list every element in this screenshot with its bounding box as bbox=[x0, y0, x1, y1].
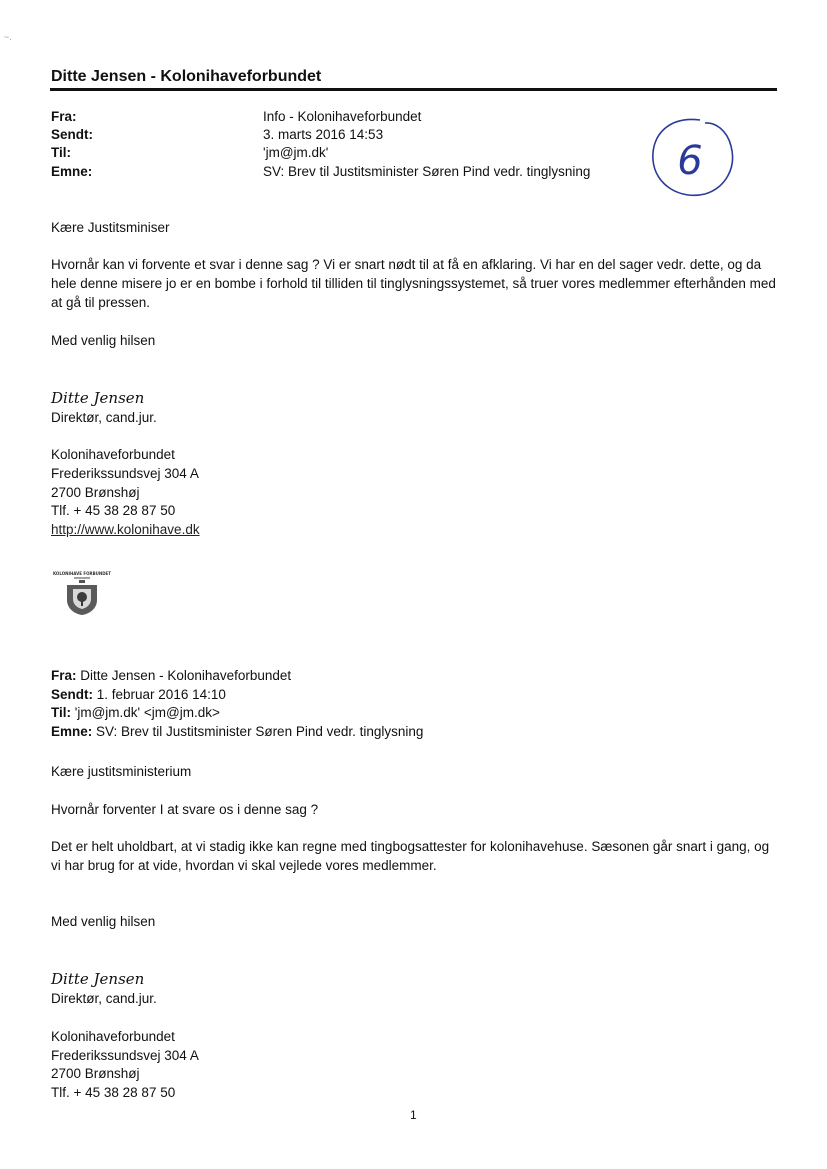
message1-greeting: Kære Justitsminiser bbox=[51, 220, 170, 235]
message1-body: Hvornår kan vi forvente et svar i denne sag ? Vi er snart nødt til at få en afklaring. Vi har en del sager vedr. dette, og da hele denne misere jo er en bombe i forhold til tilliden til tinglysningssystemet, så truer vores medlemmer efterhånden med at gå til pressen. bbox=[51, 257, 776, 310]
signature1-phone: Tlf. + 45 38 28 87 50 bbox=[51, 503, 176, 518]
header-subject-label: Emne: bbox=[51, 164, 93, 179]
message2-greeting: Kære justitsministerium bbox=[51, 764, 192, 779]
scan-artifact: ~. bbox=[4, 32, 12, 42]
kolonihaveforbundet-logo bbox=[53, 570, 111, 616]
title-divider bbox=[50, 88, 777, 91]
signature1-city: 2700 Brønshøj bbox=[51, 485, 140, 500]
quoted-subject-label: Emne: bbox=[51, 724, 93, 739]
quoted-from-line bbox=[51, 668, 291, 683]
quoted-sent-label: Sendt: bbox=[51, 687, 93, 702]
signature1-name: Ditte Jensen bbox=[51, 389, 145, 407]
signature1-street: Frederikssundsvej 304 A bbox=[51, 466, 199, 481]
signature2-name: Ditte Jensen bbox=[51, 970, 145, 988]
header-to-value: 'jm@jm.dk' bbox=[263, 145, 329, 160]
document-title: Ditte Jensen - Kolonihaveforbundet bbox=[51, 68, 322, 85]
website-link[interactable]: http://www.kolonihave.dk bbox=[51, 522, 200, 537]
quoted-to-value: 'jm@jm.dk' <jm@jm.dk> bbox=[74, 705, 220, 720]
signature2-street: Frederikssundsvej 304 A bbox=[51, 1048, 199, 1063]
header-sent-label: Sendt: bbox=[51, 127, 93, 142]
header-from-label: Fra: bbox=[51, 109, 77, 124]
logo-text: KOLONIHAVE FORBUNDET bbox=[53, 571, 111, 576]
signature1-org: Kolonihaveforbundet bbox=[51, 447, 175, 462]
signature2-phone: Tlf. + 45 38 28 87 50 bbox=[51, 1085, 176, 1100]
message2-body: Det er helt uholdbart, at vi stadig ikke kan regne med tingbogsattester for kolonihavehuse. Sæsonen går snart i gang, og vi har brug for at vide, hvordan vi skal vejlede vores medlemmer. bbox=[51, 839, 770, 873]
signature2-org: Kolonihaveforbundet bbox=[51, 1029, 175, 1044]
handwritten-number-text: 6 bbox=[677, 138, 703, 184]
message1-closing: Med venlig hilsen bbox=[51, 333, 156, 348]
quoted-subject-value: SV: Brev til Justitsminister Søren Pind vedr. tinglysning bbox=[96, 724, 424, 739]
signature1-role: Direktør, cand.jur. bbox=[51, 410, 157, 425]
header-sent-value: 3. marts 2016 14:53 bbox=[263, 127, 384, 142]
quoted-to-label: Til: bbox=[51, 705, 71, 720]
message2-question: Hvornår forventer I at svare os i denne sag ? bbox=[51, 802, 319, 817]
message2-closing: Med venlig hilsen bbox=[51, 914, 156, 929]
header-from-value: Info - Kolonihaveforbundet bbox=[263, 109, 422, 124]
page-number: 1 bbox=[410, 1108, 417, 1122]
quoted-to-line bbox=[51, 705, 220, 720]
handwritten-circled-number bbox=[645, 110, 740, 205]
quoted-from-label: Fra: bbox=[51, 668, 77, 683]
quoted-sent-line bbox=[51, 687, 226, 702]
signature2-city: 2700 Brønshøj bbox=[51, 1066, 140, 1081]
quoted-subject-line bbox=[51, 724, 423, 739]
quoted-from-value: Ditte Jensen - Kolonihaveforbundet bbox=[80, 668, 292, 683]
header-to-label: Til: bbox=[51, 145, 71, 160]
signature2-role: Direktør, cand.jur. bbox=[51, 991, 157, 1006]
quoted-sent-value: 1. februar 2016 14:10 bbox=[96, 687, 226, 702]
header-subject-value: SV: Brev til Justitsminister Søren Pind vedr. tinglysning bbox=[263, 164, 591, 179]
